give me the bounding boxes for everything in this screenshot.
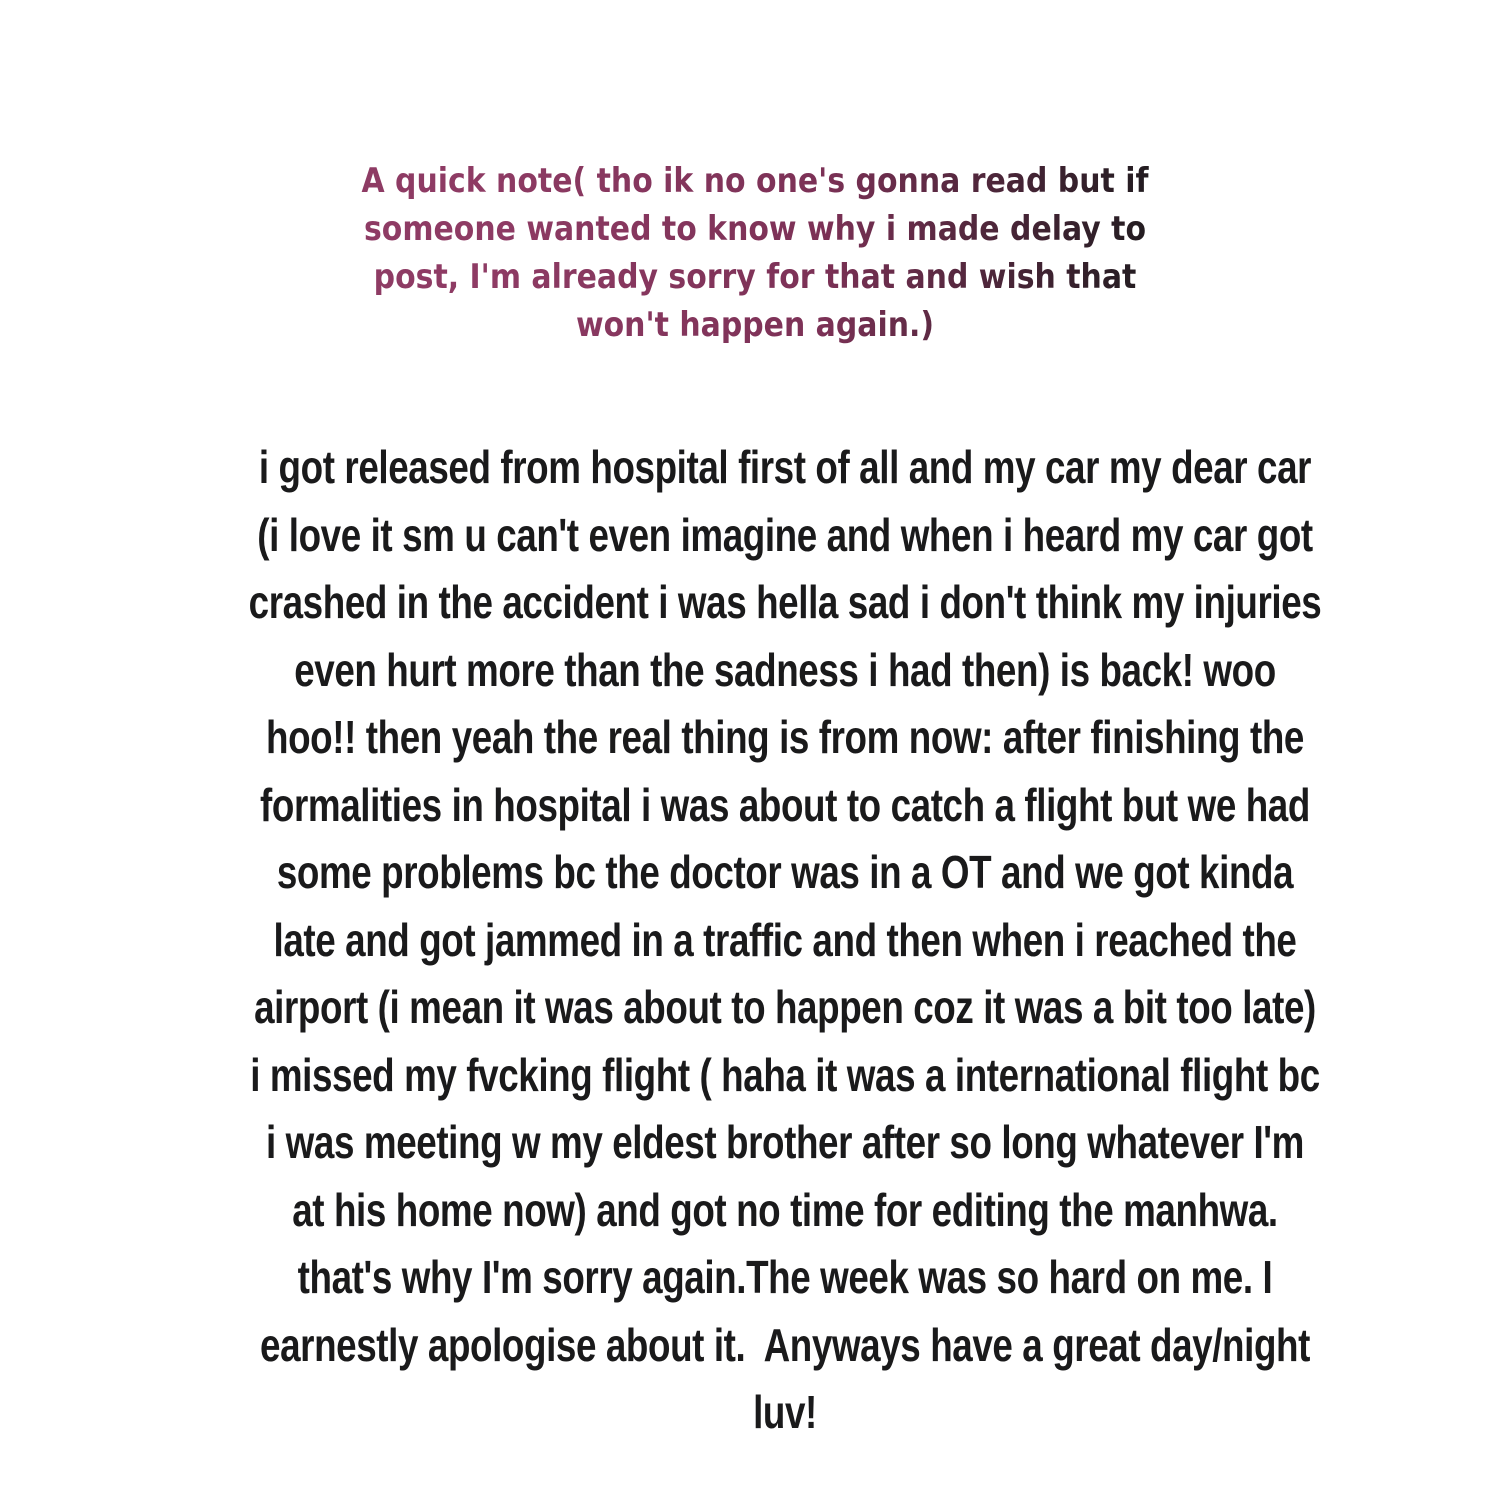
note-header-line: post, I'm already sorry for that and wish that (99, 253, 1410, 301)
note-body-line: (i love it sm u can't even imagine and when i heard my car got (257, 508, 1313, 561)
note-header-line: won't happen again.) (99, 301, 1410, 349)
note-header-line: someone wanted to know why i made delay to (99, 205, 1410, 253)
note-body-line: i missed my fvcking flight ( haha it was a international flight bc (250, 1048, 1320, 1101)
note-body-line: luv! (753, 1386, 817, 1438)
note-body-line: at his home now) and got no time for editing the manhwa. (292, 1183, 1278, 1236)
note-body-line: late and got jammed in a traffic and then when i reached the (273, 913, 1297, 966)
note-header (10, 157, 1500, 349)
note-body-line: i got released from hospital first of all and my car my dear car (258, 441, 1312, 493)
note-body-line: i was meeting w my eldest brother after so long whatever I'm (266, 1116, 1304, 1168)
note-body-line: earnestly apologise about it. Anyways have a great day/night (260, 1318, 1310, 1371)
note-body-line: hoo!! then yeah the real thing is from now: after finishing the (266, 711, 1304, 763)
note-body-line: airport (i mean it was about to happen coz it was a bit too late) (254, 981, 1316, 1033)
note-body-line: formalities in hospital i was about to catch a flight but we had (260, 778, 1310, 831)
note-body-line: some problems bc the doctor was in a OT and we got kinda (276, 846, 1294, 898)
note-body (70, 434, 1500, 1447)
note-body-line: that's why I'm sorry again.The week was so hard on me. I (297, 1251, 1273, 1303)
note-body-line: even hurt more than the sadness i had then) is back! woo (294, 643, 1276, 696)
note-body-line: crashed in the accident i was hella sad i don't think my injuries (248, 576, 1322, 628)
note-header-line: A quick note( tho ik no one's gonna read but if (99, 157, 1410, 205)
